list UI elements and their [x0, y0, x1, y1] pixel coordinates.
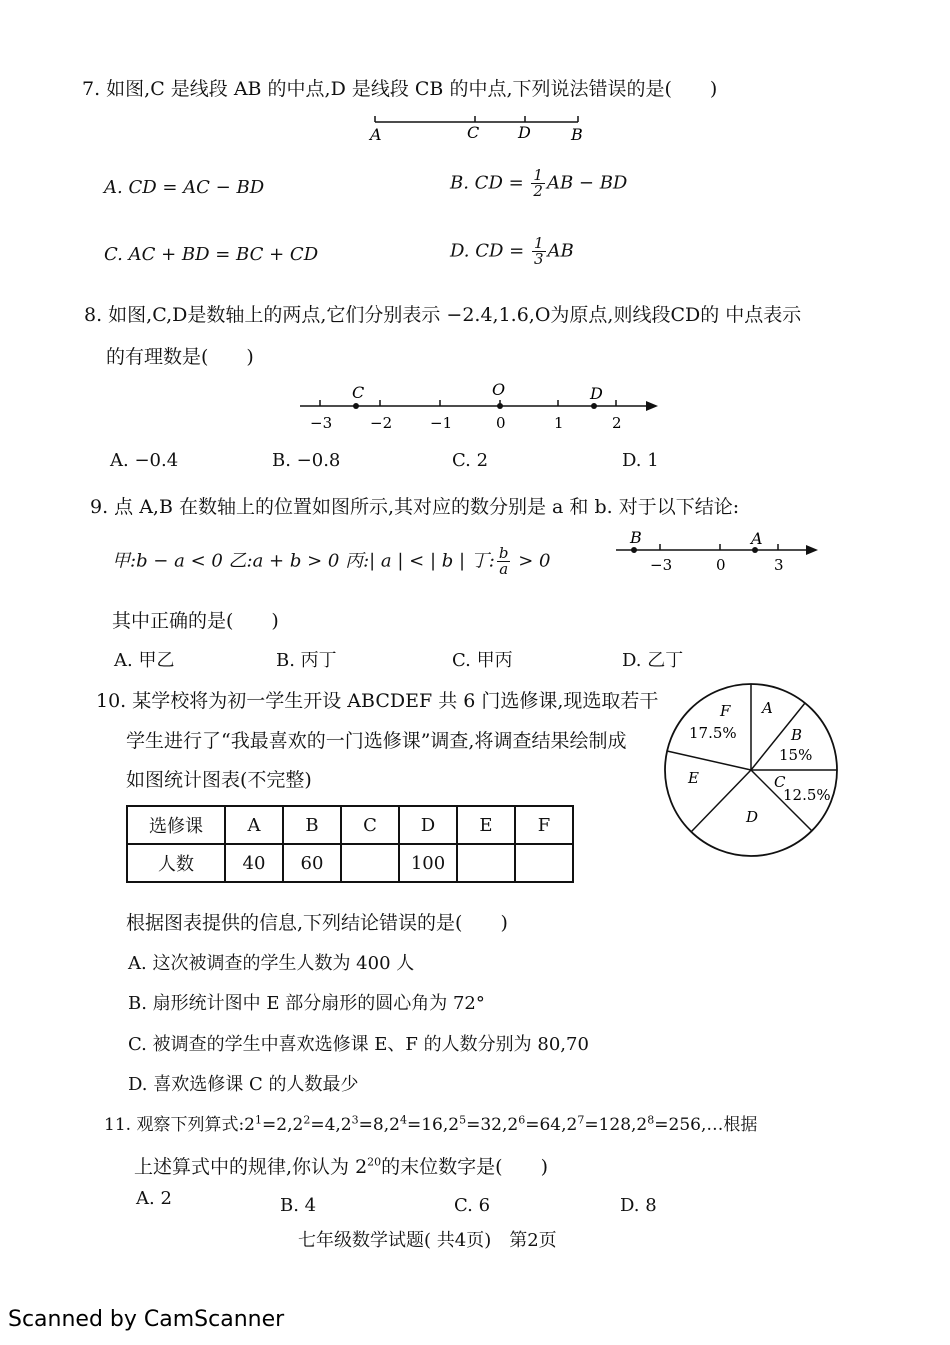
point-a-label: A	[751, 529, 763, 548]
point-o-label: O	[492, 380, 506, 399]
q7-stem: 7. 如图,C 是线段 AB 的中点,D 是线段 CB 的中点,下列说法错误的是( )	[82, 78, 718, 100]
q9-option-d: D. 乙丁	[622, 650, 684, 671]
table-cell: 人数	[127, 844, 225, 882]
q7-d-den: 3	[533, 250, 544, 268]
q11-power: $2^1=2$	[244, 1113, 288, 1135]
q8-number-line	[290, 378, 670, 438]
point-d-label: D	[590, 384, 603, 403]
q11-stem2-post: 的末位数字是( )	[381, 1156, 548, 1178]
q7-option-d	[450, 236, 574, 267]
tick-label: 3	[774, 556, 784, 574]
table-header: C	[341, 806, 399, 844]
q9-ask: 其中正确的是( )	[112, 610, 279, 632]
point-c-label: C	[352, 383, 365, 402]
q10-option-a: A. 这次被调查的学生人数为 400 人	[128, 953, 415, 974]
q7-b-den: 2	[533, 182, 543, 200]
point-c	[353, 403, 359, 409]
scanner-watermark: Scanned by CamScanner	[8, 1307, 285, 1332]
tick-label: −1	[430, 414, 453, 432]
q10-option-b: B. 扇形统计图中 E 部分扇形的圆心角为 72°	[128, 993, 485, 1014]
q10-option-c: C. 被调查的学生中喜欢选修课 E、F 的人数分别为 80,70	[128, 1034, 589, 1055]
table-cell: 60	[283, 844, 341, 882]
q7-b-post: AB − BD	[546, 172, 628, 194]
q7-b-pre: B. CD =	[450, 172, 530, 194]
q7-b-fraction	[531, 168, 545, 199]
q11-power: $2^3=8$	[340, 1113, 384, 1135]
q11-power: $2^8=256$	[636, 1113, 701, 1135]
q10-stem-line1: 10. 某学校将为初一学生开设 ABCDEF 共 6 门选修课,现选取若干	[96, 690, 659, 712]
table-header-row	[127, 806, 573, 844]
table-cell: 100	[399, 844, 457, 882]
q11-option-d: D. 8	[620, 1195, 657, 1216]
q10-stem-line2: 学生进行了“我最喜欢的一门选修课”调查,将调查结果绘制成	[126, 730, 627, 752]
tick-label: −2	[370, 414, 393, 432]
axis-ticks	[320, 400, 616, 406]
q9-number-line	[612, 528, 832, 578]
sector-c-percent: 12.5%	[783, 786, 831, 804]
q9-fraction	[497, 546, 511, 577]
point-o	[497, 403, 503, 409]
point-b-label: B	[571, 125, 583, 144]
q7-d-num: 1	[533, 234, 544, 252]
sector-a-label: A	[762, 699, 773, 717]
tick-label: 1	[554, 414, 564, 432]
q7-b-num: 1	[533, 166, 543, 184]
q11-option-a: A. 2	[136, 1188, 172, 1209]
q10-option-d: D. 喜欢选修课 C 的人数最少	[128, 1074, 359, 1095]
q11-stem2-exp: 20	[367, 1155, 382, 1169]
q11-stem-line2	[134, 1152, 548, 1179]
q11-option-b: B. 4	[280, 1195, 317, 1216]
q9-conclusions-text: 甲:b − a < 0 乙:a + b > 0 丙:| a | < | b | 丁:	[112, 550, 495, 572]
q7-option-a: A. CD = AC − BD	[104, 177, 265, 198]
table-header: E	[457, 806, 515, 844]
q8-option-b: B. −0.8	[272, 450, 341, 471]
sector-f-percent: 17.5%	[689, 724, 737, 742]
sector-d-label: D	[746, 808, 759, 826]
sector-b-percent: 15%	[779, 746, 813, 764]
q9-stem: 9. 点 A,B 在数轴上的位置如图所示,其对应的数分别是 a 和 b. 对于以下结论:	[90, 496, 740, 518]
tick-label: −3	[650, 556, 673, 574]
q8-option-d: D. 1	[622, 450, 659, 471]
point-a-label: A	[370, 125, 382, 144]
q7-d-post: AB	[547, 240, 574, 262]
point-d	[591, 403, 597, 409]
table-cell	[457, 844, 515, 882]
point-d-label: D	[518, 123, 531, 142]
point-c-label: C	[467, 123, 480, 142]
q10-data-table	[126, 805, 574, 883]
table-header: D	[399, 806, 457, 844]
sector-b-label: B	[791, 726, 803, 744]
table-cell	[341, 844, 399, 882]
q7-d-fraction	[532, 236, 546, 267]
q11-power: $2^6=64$	[507, 1113, 562, 1135]
q11-power: $2^7=128$	[566, 1113, 632, 1135]
table-row	[127, 844, 573, 882]
table-cell	[515, 844, 573, 882]
table-header: 选修课	[127, 806, 225, 844]
q7-d-pre: D. CD =	[450, 240, 530, 262]
q7-option-c: C. AC + BD = BC + CD	[104, 244, 319, 265]
q10-stem-line3: 如图统计图表(不完整)	[126, 769, 312, 791]
q9-conclusions	[112, 546, 550, 577]
tick-label: 2	[612, 414, 622, 432]
page-footer: 七年级数学试题( 共4页) 第2页	[298, 1230, 557, 1251]
q10-pie-chart	[660, 680, 850, 870]
q9-option-b: B. 丙丁	[276, 650, 337, 671]
q11-stem-pre: 11. 观察下列算式:	[104, 1115, 245, 1135]
q7-option-b	[450, 168, 627, 199]
q9-option-a: A. 甲乙	[114, 650, 175, 671]
q11-power: $2^2=4$	[292, 1113, 336, 1135]
q9-frac-num: b	[498, 544, 509, 562]
point-b-label: B	[630, 528, 642, 547]
q8-option-c: C. 2	[452, 450, 489, 471]
sector-f-label: F	[720, 702, 731, 720]
axis-arrow	[806, 545, 818, 555]
q8-stem-line1: 8. 如图,C,D是数轴上的两点,它们分别表示 −2.4,1.6,O为原点,则线段CD的 中点表示	[84, 304, 802, 326]
q10-ask: 根据图表提供的信息,下列结论错误的是( )	[126, 912, 508, 934]
table-header: B	[283, 806, 341, 844]
q11-stem-line1: 11. 观察下列算式$:2^1=2,2^2=4,2^3=8,2^4=16,2^5=32,2^6=64,2^7=128,2^8=256,\dots$根据	[104, 1113, 758, 1135]
table-header: F	[515, 806, 573, 844]
tick-label: 0	[716, 556, 726, 574]
point-b	[631, 547, 637, 553]
sector-e-label: E	[688, 769, 699, 787]
q11-stem2-pre: 上述算式中的规律,你认为 2	[134, 1156, 368, 1178]
q11-stem-post: ,…根据	[700, 1115, 758, 1135]
axis-arrow	[646, 401, 658, 411]
tick-label: 0	[496, 414, 506, 432]
q8-stem-line2: 的有理数是( )	[106, 346, 254, 368]
q8-option-a: A. −0.4	[110, 450, 179, 471]
sector-c-label: C	[774, 773, 786, 791]
q11-power: $2^5=32$	[448, 1113, 502, 1135]
table-header: A	[225, 806, 283, 844]
q11-power: $2^4=16$	[389, 1113, 443, 1135]
q7-segment-figure	[360, 108, 600, 148]
q11-option-c: C. 6	[454, 1195, 491, 1216]
tick-label: −3	[310, 414, 333, 432]
q9-conclusions-post: > 0	[512, 550, 551, 572]
q9-option-c: C. 甲丙	[452, 650, 513, 671]
table-cell: 40	[225, 844, 283, 882]
q9-frac-den: a	[499, 560, 509, 578]
